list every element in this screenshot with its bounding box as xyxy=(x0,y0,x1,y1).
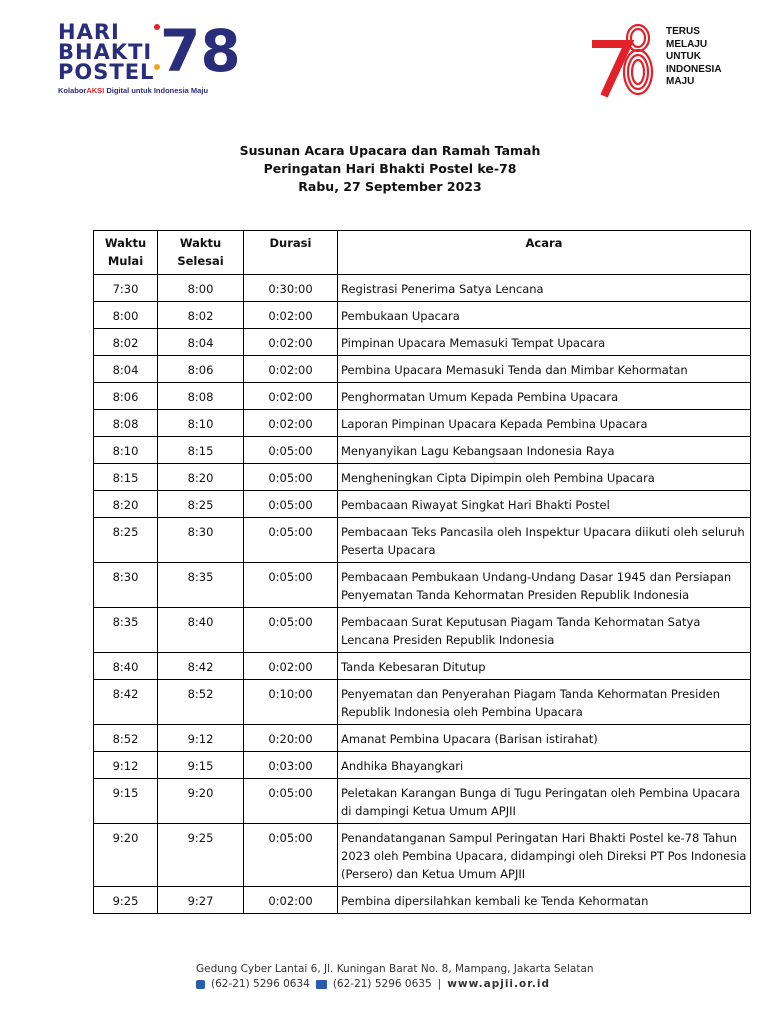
event-cell: Registrasi Penerima Satya Lencana xyxy=(338,275,751,302)
table-row xyxy=(94,491,751,518)
start-time-cell: 8:30 xyxy=(94,563,158,608)
header-start-time: Waktu Mulai xyxy=(94,231,158,275)
start-time-cell: 9:12 xyxy=(94,752,158,779)
header-end-time: Waktu Selesai xyxy=(158,231,244,275)
duration-cell: 0:10:00 xyxy=(244,680,338,725)
duration-cell: 0:02:00 xyxy=(244,302,338,329)
start-time-cell: 8:08 xyxy=(94,410,158,437)
title-line: Peringatan Hari Bhakti Postel ke-78 xyxy=(263,161,517,176)
end-time-cell: 9:27 xyxy=(158,887,244,914)
start-time-cell: 8:10 xyxy=(94,437,158,464)
duration-cell: 0:05:00 xyxy=(244,437,338,464)
phone-icon xyxy=(196,980,205,989)
event-cell: Menyanyikan Lagu Kebangsaan Indonesia Raya xyxy=(338,437,751,464)
duration-cell: 0:03:00 xyxy=(244,752,338,779)
schedule-table xyxy=(93,230,751,914)
event-cell: Peletakan Karangan Bunga di Tugu Peringatan oleh Pembina Upacara di dampingi Ketua Umum APJII xyxy=(338,779,751,824)
table-row xyxy=(94,383,751,410)
footer-fax: (62-21) 5296 0635 xyxy=(332,978,432,990)
title-date: Rabu, 27 September 2023 xyxy=(298,179,482,194)
event-cell: Pembacaan Surat Keputusan Piagam Tanda Kehormatan Satya Lencana Presiden Republik Indonesia xyxy=(338,608,751,653)
end-time-cell: 8:00 xyxy=(158,275,244,302)
header-event: Acara xyxy=(338,231,751,275)
header-duration: Durasi xyxy=(244,231,338,275)
end-time-cell: 9:20 xyxy=(158,779,244,824)
tagline-aksi: AKSI xyxy=(86,86,105,95)
event-cell: Penghormatan Umum Kepada Pembina Upacara xyxy=(338,383,751,410)
end-time-cell: 9:25 xyxy=(158,824,244,887)
event-cell: Pembacaan Riwayat Singkat Hari Bhakti Postel xyxy=(338,491,751,518)
duration-cell: 0:05:00 xyxy=(244,779,338,824)
slogan-line: MELAJU xyxy=(666,38,708,50)
footer-separator: | xyxy=(437,978,442,990)
end-time-cell: 8:10 xyxy=(158,410,244,437)
logo-word-postel: POSTEL xyxy=(58,60,155,84)
start-time-cell: 8:00 xyxy=(94,302,158,329)
hari-bhakti-postel-logo xyxy=(58,17,241,100)
table-row xyxy=(94,725,751,752)
table-row xyxy=(94,779,751,824)
table-row xyxy=(94,356,751,383)
duration-cell: 0:05:00 xyxy=(244,464,338,491)
tagline-part: Digital untuk Indonesia Maju xyxy=(104,86,209,95)
table-row xyxy=(94,518,751,563)
start-time-cell: 8:04 xyxy=(94,356,158,383)
start-time-cell: 8:02 xyxy=(94,329,158,356)
end-time-cell: 8:04 xyxy=(158,329,244,356)
page-footer xyxy=(196,962,596,992)
event-cell: Pembacaan Pembukaan Undang-Undang Dasar 1945 dan Persiapan Penyematan Tanda Kehormatan Presiden Republik Indonesia xyxy=(338,563,751,608)
table-row xyxy=(94,608,751,653)
duration-cell: 0:30:00 xyxy=(244,275,338,302)
end-time-cell: 8:02 xyxy=(158,302,244,329)
event-cell: Mengheningkan Cipta Dipimpin oleh Pembina Upacara xyxy=(338,464,751,491)
start-time-cell: 8:15 xyxy=(94,464,158,491)
slogan-line: INDONESIA xyxy=(666,63,722,75)
end-time-cell: 8:35 xyxy=(158,563,244,608)
start-time-cell: 8:25 xyxy=(94,518,158,563)
red-78-mark-icon xyxy=(590,20,660,100)
end-time-cell: 9:15 xyxy=(158,752,244,779)
end-time-cell: 8:20 xyxy=(158,464,244,491)
event-cell: Pembacaan Teks Pancasila oleh Inspektur Upacara diikuti oleh seluruh Peserta Upacara xyxy=(338,518,751,563)
event-cell: Pembukaan Upacara xyxy=(338,302,751,329)
duration-cell: 0:05:00 xyxy=(244,563,338,608)
start-time-cell: 7:30 xyxy=(94,275,158,302)
footer-address: Gedung Cyber Lantai 6, Jl. Kuningan Barat No. 8, Mampang, Jakarta Selatan xyxy=(196,963,594,975)
slogan-line: TERUS xyxy=(666,26,700,37)
title-line: Susunan Acara Upacara dan Ramah Tamah xyxy=(239,143,541,158)
slogan-line: UNTUK xyxy=(666,51,701,62)
table-row xyxy=(94,329,751,356)
start-time-cell: 8:06 xyxy=(94,383,158,410)
end-time-cell: 8:25 xyxy=(158,491,244,518)
event-cell: Amanat Pembina Upacara (Barisan istirahat) xyxy=(338,725,751,752)
start-time-cell: 8:52 xyxy=(94,725,158,752)
event-cell: Pembina dipersilahkan kembali ke Tenda Kehormatan xyxy=(338,887,751,914)
document-title xyxy=(0,142,768,196)
start-time-cell: 9:15 xyxy=(94,779,158,824)
logo-word-hari: HARI xyxy=(58,20,120,44)
table-row xyxy=(94,302,751,329)
duration-cell: 0:20:00 xyxy=(244,725,338,752)
table-row xyxy=(94,653,751,680)
table-row xyxy=(94,563,751,608)
duration-cell: 0:05:00 xyxy=(244,824,338,887)
logo-word-bhakti: BHAKTI xyxy=(58,40,153,64)
logo-number: 78 xyxy=(160,17,241,85)
table-row xyxy=(94,752,751,779)
start-time-cell: 9:25 xyxy=(94,887,158,914)
duration-cell: 0:02:00 xyxy=(244,329,338,356)
event-cell: Laporan Pimpinan Upacara Kepada Pembina Upacara xyxy=(338,410,751,437)
event-cell: Penandatanganan Sampul Peringatan Hari Bhakti Postel ke-78 Tahun 2023 oleh Pembina Upacara, didampingi oleh Direksi PT Pos Indonesia (Persero) dan Ketua Umum APJII xyxy=(338,824,751,887)
duration-cell: 0:05:00 xyxy=(244,491,338,518)
end-time-cell: 8:52 xyxy=(158,680,244,725)
footer-website: www.apjii.or.id xyxy=(447,978,551,990)
table-row xyxy=(94,410,751,437)
footer-phone: (62-21) 5296 0634 xyxy=(211,978,310,990)
duration-cell: 0:05:00 xyxy=(244,518,338,563)
indonesia-78-logo xyxy=(590,20,740,100)
table-row xyxy=(94,437,751,464)
start-time-cell: 8:42 xyxy=(94,680,158,725)
fax-icon xyxy=(316,980,327,989)
duration-cell: 0:02:00 xyxy=(244,653,338,680)
start-time-cell: 8:20 xyxy=(94,491,158,518)
start-time-cell: 9:20 xyxy=(94,824,158,887)
table-row xyxy=(94,887,751,914)
end-time-cell: 9:12 xyxy=(158,725,244,752)
logo-tagline xyxy=(58,86,208,95)
start-time-cell: 8:35 xyxy=(94,608,158,653)
tagline-part: Kolabor xyxy=(58,86,87,95)
event-cell: Penyematan dan Penyerahan Piagam Tanda Kehormatan Presiden Republik Indonesia oleh Pembina Upacara xyxy=(338,680,751,725)
table-header-row xyxy=(94,231,751,275)
duration-cell: 0:02:00 xyxy=(244,410,338,437)
end-time-cell: 8:40 xyxy=(158,608,244,653)
event-cell: Andhika Bhayangkari xyxy=(338,752,751,779)
event-cell: Pembina Upacara Memasuki Tenda dan Mimbar Kehormatan xyxy=(338,356,751,383)
duration-cell: 0:02:00 xyxy=(244,887,338,914)
logo-slogan xyxy=(666,26,722,89)
footer-contacts xyxy=(196,977,596,992)
end-time-cell: 8:30 xyxy=(158,518,244,563)
end-time-cell: 8:08 xyxy=(158,383,244,410)
duration-cell: 0:02:00 xyxy=(244,383,338,410)
duration-cell: 0:05:00 xyxy=(244,608,338,653)
end-time-cell: 8:15 xyxy=(158,437,244,464)
start-time-cell: 8:40 xyxy=(94,653,158,680)
duration-cell: 0:02:00 xyxy=(244,356,338,383)
event-cell: Tanda Kebesaran Ditutup xyxy=(338,653,751,680)
table-row xyxy=(94,275,751,302)
event-cell: Pimpinan Upacara Memasuki Tempat Upacara xyxy=(338,329,751,356)
end-time-cell: 8:42 xyxy=(158,653,244,680)
slogan-line: MAJU xyxy=(666,76,695,87)
table-row xyxy=(94,680,751,725)
table-row xyxy=(94,824,751,887)
table-row xyxy=(94,464,751,491)
end-time-cell: 8:06 xyxy=(158,356,244,383)
